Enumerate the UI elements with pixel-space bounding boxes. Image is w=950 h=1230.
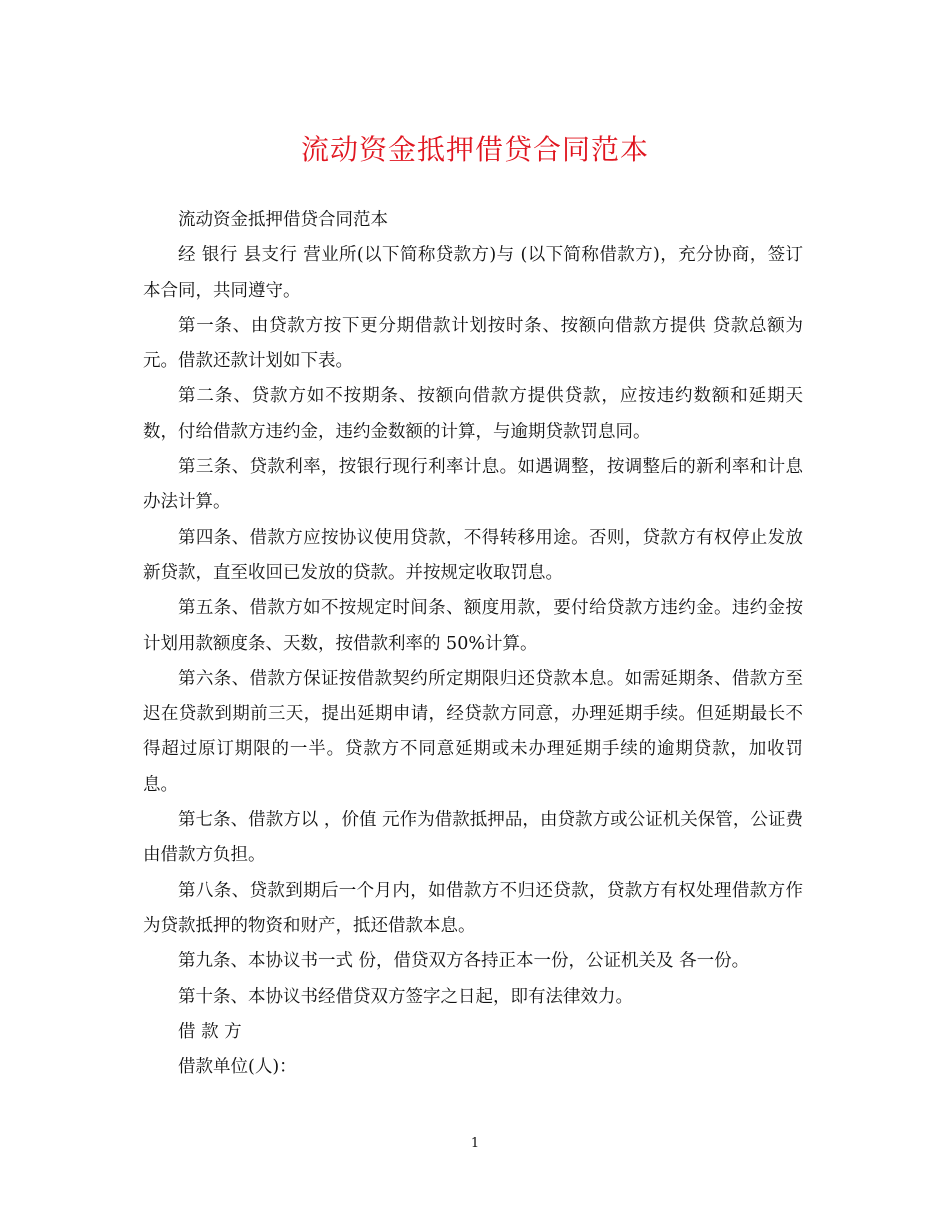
paragraph-article-2: 第二条、贷款方如不按期条、按额向借款方提供贷款，应按违约数额和延期天数，付给借款方违约金，违约金数额的计算，与逾期贷款罚息同。 (143, 386, 803, 442)
signature-borrower-unit: 借款单位(人)： (178, 1057, 297, 1078)
paragraph-article-3: 第三条、贷款利率，按银行现行利率计息。如遇调整，按调整后的新利率和计息办法计算。 (143, 457, 803, 513)
page-number: 1 (470, 1136, 480, 1151)
paragraph-article-1: 第一条、由贷款方按下更分期借款计划按时条、按额向借款方提供 贷款总额为 元。借款还款计划如下表。 (143, 315, 803, 372)
paragraph-article-9: 第九条、本协议书一式 份，借贷双方各持正本一份，公证机关及 各一份。 (178, 951, 750, 972)
document-body (143, 203, 803, 1085)
paragraph-article-10: 第十条、本协议书经借贷双方签字之日起，即有法律效力。 (178, 986, 633, 1007)
document-title: 流动资金抵押借贷合同范本 (300, 133, 649, 166)
paragraph-article-6: 第六条、借款方保证按借款契约所定期限归还贷款本息。如需延期条、借款方至迟在贷款到期前三天，提出延期申请，经贷款方同意，办理延期手续。但延期最长不得超过原订期限的一半。贷款方不同意延期或未办理延期手续的逾期贷款，加收罚息。 (143, 668, 803, 795)
signature-borrower-label: 借 款 方 (178, 1021, 242, 1042)
paragraph-article-7: 第七条、借款方以 ，价值 元作为借款抵押品，由贷款方或公证机关保管，公证费由借款方负担。 (143, 810, 803, 866)
paragraph-intro: 经 银行 县支行 营业所(以下简称贷款方)与 (以下简称借款方)，充分协商，签订本合同，共同遵守。 (143, 245, 803, 301)
paragraph-article-4: 第四条、借款方应按协议使用贷款，不得转移用途。否则，贷款方有权停止发放新贷款，直至收回已发放的贷款。并按规定收取罚息。 (143, 527, 803, 583)
paragraph-article-8: 第八条、贷款到期后一个月内，如借款方不归还贷款，贷款方有权处理借款方作为贷款抵押的物资和财产，抵还借款本息。 (143, 880, 803, 936)
paragraph-heading: 流动资金抵押借贷合同范本 (178, 210, 388, 230)
paragraph-article-5: 第五条、借款方如不按规定时间条、额度用款，要付给贷款方违约金。违约金按计划用款额度条、天数，按借款利率的 50%计算。 (143, 598, 803, 654)
